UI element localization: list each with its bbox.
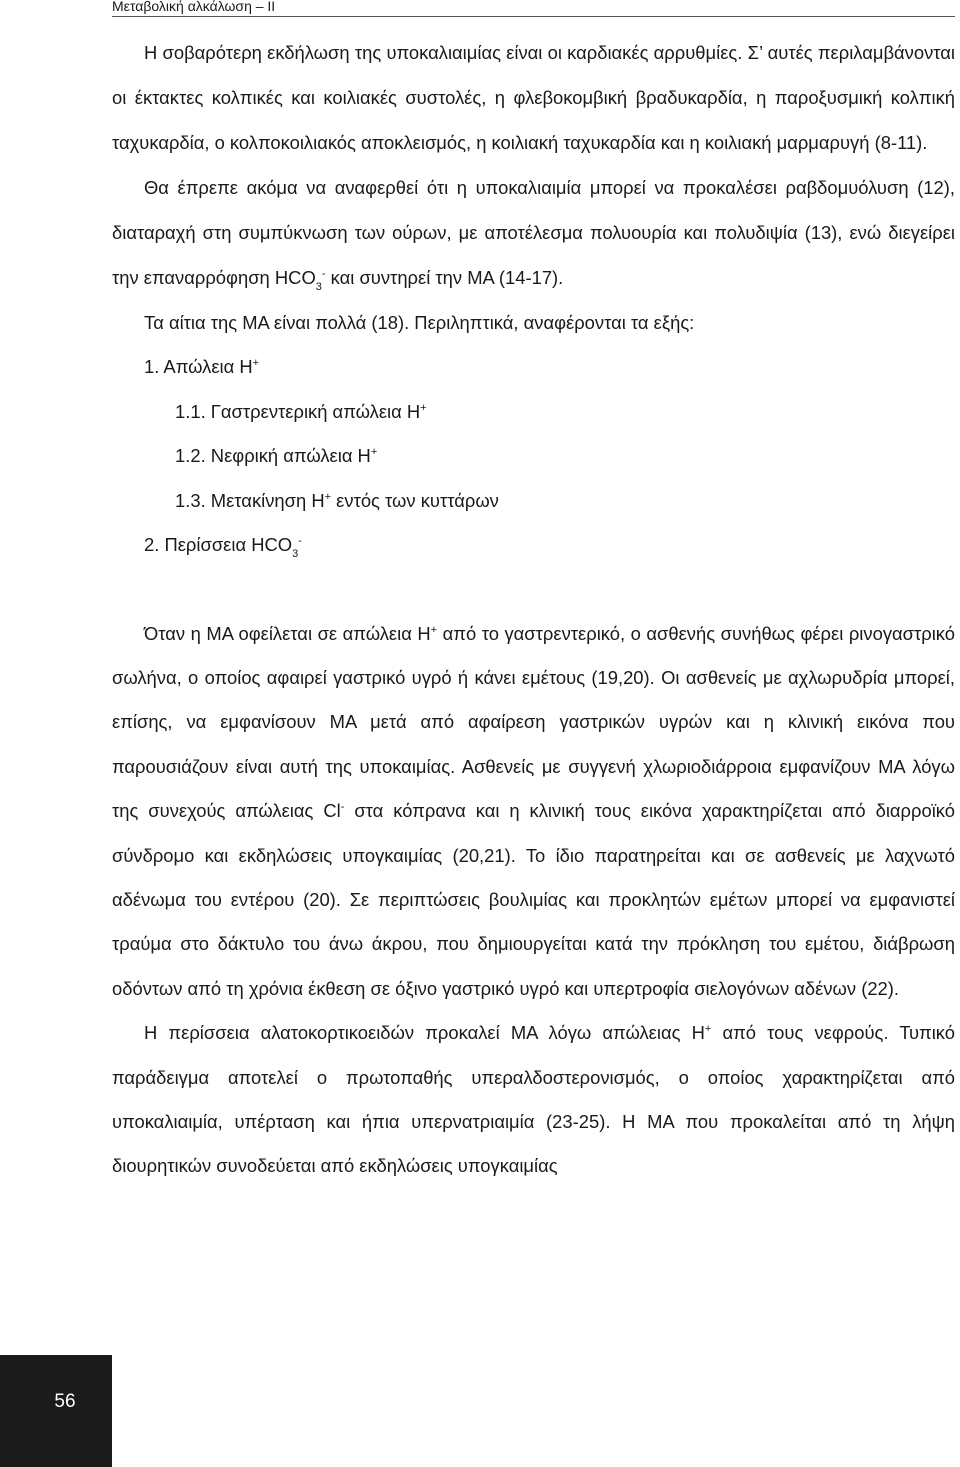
- paragraph-causes-intro: Τα αίτια της ΜΑ είναι πολλά (18). Περιληπτικά, αναφέρονται τα εξής:: [144, 312, 695, 333]
- paragraph-mineralocorticoid-text: Η περίσσεια αλατοκορτικοειδών προκαλεί ΜΑ λόγω απώλειας Η: [144, 1022, 705, 1044]
- running-header-title: Μεταβολική αλκάλωση – ΙΙ: [112, 0, 276, 14]
- list-item-gi-loss-label: 1.1. Γαστρεντερική απώλεια Η: [175, 400, 421, 422]
- running-header: [112, 0, 955, 17]
- paragraph-gi-loss-text: Όταν η ΜΑ οφείλεται σε απώλεια Η: [144, 622, 431, 644]
- proton-charge: +: [324, 490, 332, 503]
- paragraph-mineralocorticoid: [112, 1011, 955, 1189]
- list-item-bicarbonate-excess: [112, 523, 955, 568]
- list-item-gi-loss: [112, 390, 955, 435]
- paragraph-rhabdomyolysis-tail: και συντηρεί την ΜΑ (14-17).: [325, 267, 564, 288]
- list-item-renal-loss: [112, 434, 955, 479]
- proton-charge: +: [430, 623, 438, 636]
- proton-charge: +: [420, 401, 427, 414]
- proton-charge: +: [370, 446, 378, 458]
- page-number: 56: [54, 1391, 76, 1412]
- list-item-h-loss-label: 1. Απώλεια Η: [144, 356, 253, 377]
- list-item-intracellular-shift: [112, 479, 955, 524]
- bicarbonate-charge: -: [298, 535, 302, 547]
- list-item-renal-loss-label: 1.2. Νεφρική απώλεια Η: [175, 445, 371, 466]
- list-item-intracellular-shift-tail: εντός των κυττάρων: [331, 489, 499, 511]
- page-body: [112, 30, 955, 1189]
- paragraph-rhabdomyolysis-text: Θα έπρεπε ακόμα να αναφερθεί ότι η υποκαλιαιμία μπορεί να προκαλέσει ραβδομυόλυση (12), διαταραχή στη συμπύκνωση των ούρων, με αποτέλεσμα πολυουρία και πολυδιψία (13), ενώ διεγείρει την επαναρρόφηση HCO: [112, 177, 955, 288]
- paragraph-gi-loss-details: [112, 612, 955, 1012]
- bicarbonate-subscript: 3: [292, 548, 299, 560]
- proton-charge: +: [704, 1023, 712, 1036]
- list-item-h-loss: [112, 345, 955, 390]
- chloride-charge: -: [340, 801, 345, 814]
- list-item-intracellular-shift-label: 1.3. Μετακίνηση Η: [175, 489, 325, 511]
- paragraph-rhabdomyolysis: [112, 165, 955, 300]
- proton-charge: +: [252, 357, 260, 369]
- paragraph-gi-loss-text-3: στα κόπρανα και η κλινική τους εικόνα χαρακτηρίζεται από διαρροϊκό σύνδρομο και εκδηλώσεις υπογκαιμίας (20,21). Το ίδιο παρατηρείται και σε ασθενείς με λαχνωτό αδένωμα του εντέρου (20). Σε περιπτώσεις βουλιμίας και προκλητών εμέτων μπορεί να εμφανιστεί τραύμα στο δάκτυλο του άνω άκρου, που δημιουργείται κατά την πρόκληση του εμέτου, διάβρωση οδόντων από τη χρόνια έκθεση σε όξινο γαστρικό υγρό και υπερτροφία σιελογόνων αδένων (22).: [112, 800, 955, 999]
- causes-list: [112, 345, 955, 568]
- list-item-bicarbonate-excess-label: 2. Περίσσεια HCO: [144, 534, 293, 555]
- bicarbonate-charge: -: [321, 268, 326, 280]
- paragraph-gi-loss-text-2: από το γαστρεντερικό, ο ασθενής συνήθως φέρει ρινογαστρικό σωλήνα, ο οποίος αφαιρεί γαστρικό υγρό ή κάνει εμέτους (19,20). Οι ασθενείς με αχλωρυδρία μπορεί, επίσης, να εμφανίσουν ΜΑ μετά από αφαίρεση γαστρικών υγρών και η κλινική εικόνα που παρουσιάζουν είναι αυτή της υποκαιμίας. Ασθενείς με συγγενή χλωριοδιάρροια εμφανίζουν ΜΑ λόγω της συνεχούς απώλειας Cl: [112, 622, 956, 822]
- paragraph-mineralocorticoid-text-2: από τους νεφρούς. Τυπικό παράδειγμα αποτελεί ο πρωτοπαθής υπεραλδοστερονισμός, ο οποίος χαρακτηρίζεται από υποκαλιαιμία, υπέρταση και ήπια υπερνατριαιμία (23-25). Η ΜΑ που προκαλείται από τη λήψη διουρητικών συνοδεύεται από εκδηλώσεις υπογκαιμίας: [112, 1022, 955, 1177]
- bicarbonate-subscript: 3: [315, 281, 322, 293]
- paragraph-arrhythmias: Η σοβαρότερη εκδήλωση της υποκαλιαιμίας είναι οι καρδιακές αρρυθμίες. Σ’ αυτές περιλαμβάνονται οι έκτακτες κολπικές και κοιλιακές συστολές, η φλεβοκομβική βραδυκαρδία, η παροξυσμική κολπική ταχυκαρδία, ο κολποκοιλιακός αποκλεισμός, η κοιλιακή ταχυκαρδία και η κοιλιακή μαρμαρυγή (8-11).: [112, 42, 955, 153]
